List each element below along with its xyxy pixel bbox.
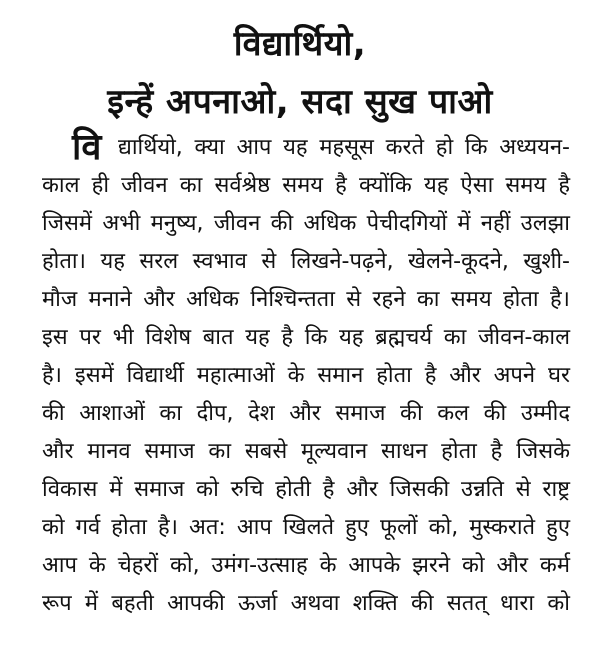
body-line: इस पर भी विशेष बात यह है कि यह ब्रह्मचर्य का जीवन-काल — [42, 325, 570, 350]
body-line: होता। यह सरल स्वभाव से लिखने-पढ़ने, खेलने-कूदने, खुशी- — [42, 249, 570, 274]
body-line: द्यार्थियो, क्या आप यह महसूस करते हो कि अध्ययन- — [118, 135, 570, 160]
body-line: विकास में समाज को रुचि होती है और जिसकी उन्नति से राष्ट्र — [42, 477, 570, 502]
body-line: जिसमें अभी मनुष्य, जीवन की अधिक पेचीदगियों में नहीं उलझा — [42, 211, 570, 236]
body-line: है। इसमें विद्यार्थी महात्माओं के समान होता है और अपने घर — [42, 363, 570, 388]
body-line: को गर्व होता है। अत: आप खिलते हुए फूलों को, मुस्कराते हुए — [42, 515, 570, 540]
body-line: आप के चेहरों को, उमंग-उत्साह के आपके झरने को और कर्म — [42, 553, 570, 578]
body-line: की आशाओं का दीप, देश और समाज की कल की उम्मीद — [42, 401, 570, 426]
drop-cap: वि — [72, 127, 102, 168]
body-line: और मानव समाज का सबसे मूल्यवान साधन होता है जिसके — [42, 439, 570, 464]
body-line: मौज मनाने और अधिक निश्चिन्तता से रहने का समय होता है। — [42, 287, 570, 312]
body-line: काल ही जीवन का सर्वश्रेष्ठ समय है क्योंकि यह ऐसा समय है — [42, 173, 570, 198]
title-line-2: इन्हें अपनाओ, सदा सुख पाओ — [107, 82, 493, 122]
title-line-1: विद्यार्थियो, — [233, 24, 367, 64]
body-line: रूप में बहती आपकी ऊर्जा अथवा शक्ति की सतत् धारा को — [42, 591, 570, 616]
